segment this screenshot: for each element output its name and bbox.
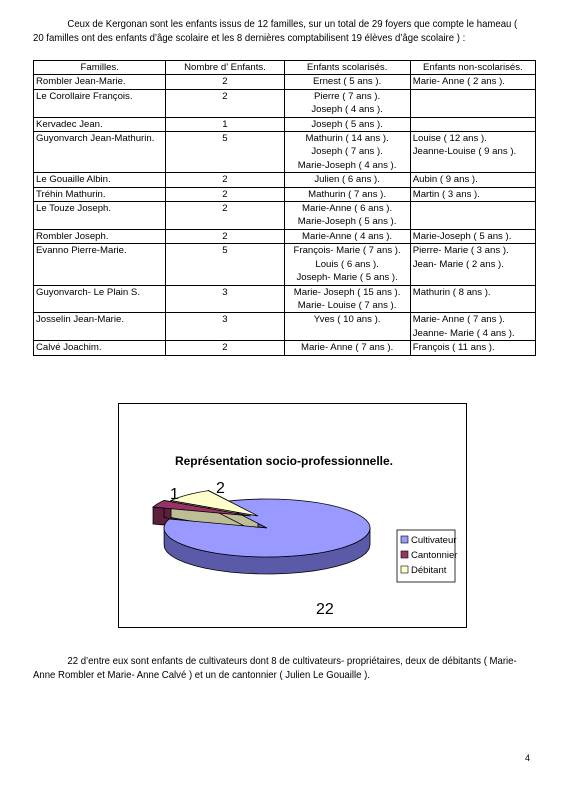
schooled-cell — [284, 313, 410, 341]
chart-area — [118, 403, 467, 628]
children-count-cell: 3 — [166, 285, 284, 313]
schooled-cell — [284, 341, 410, 355]
child-entry: Marie- Anne ( 7 ans ). — [300, 342, 394, 354]
family-cell: Calvé Joachim. — [34, 341, 166, 355]
table-row — [34, 132, 536, 173]
pie-chart — [119, 404, 466, 627]
family-cell: Josselin Jean-Marie. — [34, 313, 166, 341]
family-cell: Guyonvarch- Le Plain S. — [34, 285, 166, 313]
unschooled-cell — [410, 132, 535, 173]
family-cell: Le Corollaire François. — [34, 89, 166, 117]
table-row — [34, 202, 536, 230]
children-count-cell: 5 — [166, 244, 284, 285]
schooled-cell — [284, 202, 410, 230]
unschooled-cell — [410, 89, 535, 117]
table-row — [34, 313, 536, 341]
child-entry: Marie- Anne ( 2 ans ). — [412, 76, 505, 88]
child-entry: Jeanne-Louise ( 9 ans ). — [412, 146, 517, 158]
unschooled-cell — [410, 229, 535, 243]
children-count-cell: 1 — [166, 117, 284, 131]
child-entry: Pierre ( 7 ans ). — [314, 90, 381, 102]
children-count-cell: 2 — [166, 341, 284, 355]
unschooled-cell — [410, 173, 535, 187]
child-entry: Marie-Joseph ( 5 ans ). — [297, 216, 397, 228]
child-entry: Marie-Anne ( 4 ans ). — [302, 230, 393, 242]
table-row — [34, 173, 536, 187]
table-row — [34, 75, 536, 89]
child-entry: François- Marie ( 7 ans ). — [293, 245, 401, 257]
schooled-cell — [284, 229, 410, 243]
schooled-cell — [284, 132, 410, 173]
children-count-cell: 2 — [166, 229, 284, 243]
intro-line-2: 20 familles ont des enfants d’âge scolaire et les 8 dernières comptabilisent 19 élèves d’âge scolaire ) : — [33, 33, 466, 44]
child-entry: Joseph- Marie ( 5 ans ). — [296, 272, 398, 284]
child-entry: Joseph ( 7 ans ). — [311, 146, 383, 158]
table-body — [34, 75, 536, 355]
children-count-cell: 2 — [166, 187, 284, 201]
family-cell: Rombler Jean-Marie. — [34, 75, 166, 89]
children-count-cell: 5 — [166, 132, 284, 173]
child-entry: Joseph ( 4 ans ). — [311, 104, 383, 116]
family-cell: Evanno Pierre-Marie. — [34, 244, 166, 285]
data-label-cantonnier: 1 — [170, 486, 179, 503]
table-row — [34, 285, 536, 313]
child-entry: Martin ( 3 ans ). — [412, 188, 480, 200]
child-entry: Louise ( 12 ans ). — [412, 133, 487, 145]
child-entry: Aubin ( 9 ans ). — [412, 174, 478, 186]
family-cell: Guyonvarch Jean-Mathurin. — [34, 132, 166, 173]
unschooled-cell — [410, 75, 535, 89]
child-entry: Mathurin ( 7 ans ). — [308, 188, 387, 200]
child-entry: Marie- Anne ( 7 ans ). — [412, 314, 505, 326]
schooled-cell — [284, 187, 410, 201]
data-label-débitant: 2 — [216, 480, 225, 497]
data-label-cultivateur: 22 — [316, 601, 334, 618]
table-row — [34, 341, 536, 355]
child-entry: Jeanne- Marie ( 4 ans ). — [412, 327, 515, 339]
outro-line-2: Anne Rombler et Marie- Anne Calvé ) et un de cantonnier ( Julien Le Gouaille ). — [33, 670, 370, 681]
legend-swatch-cantonnier — [401, 551, 408, 558]
schooled-cell — [284, 244, 410, 285]
child-entry: Marie- Joseph ( 15 ans ). — [293, 286, 401, 298]
child-entry: Joseph ( 5 ans ). — [311, 118, 383, 130]
child-entry: Marie-Joseph ( 4 ans ). — [297, 159, 397, 171]
child-entry: Yves ( 10 ans ). — [313, 314, 381, 326]
children-count-cell: 3 — [166, 313, 284, 341]
chart-title: Représentation socio-professionnelle. — [174, 454, 394, 468]
schooled-cell — [284, 173, 410, 187]
child-entry: Pierre- Marie ( 3 ans ). — [412, 245, 509, 257]
child-entry: Jean- Marie ( 2 ans ). — [412, 258, 504, 270]
child-entry: François ( 11 ans ). — [412, 342, 495, 354]
child-entry: Marie-Joseph ( 5 ans ). — [412, 230, 512, 242]
family-cell: Kervadec Jean. — [34, 117, 166, 131]
child-entry: Marie- Louise ( 7 ans ). — [297, 299, 397, 311]
child-entry: Ernest ( 5 ans ). — [312, 76, 382, 88]
family-cell: Le Touze Joseph. — [34, 202, 166, 230]
legend-label-cultivateur: Cultivateur — [411, 535, 457, 546]
schooled-cell — [284, 89, 410, 117]
child-entry: Marie-Anne ( 6 ans ). — [302, 203, 393, 215]
legend-swatch-débitant — [401, 566, 408, 573]
child-entry: Mathurin ( 14 ans ). — [305, 133, 389, 145]
header-schooled: Enfants scolarisés. — [284, 61, 410, 75]
unschooled-cell — [410, 285, 535, 313]
schooled-cell — [284, 285, 410, 313]
unschooled-cell — [410, 187, 535, 201]
children-count-cell: 2 — [166, 202, 284, 230]
unschooled-cell — [410, 341, 535, 355]
legend-swatch-cultivateur — [401, 536, 408, 543]
outro-line-1: 22 d’entre eux sont enfants de cultivateurs dont 8 de cultivateurs- propriétaires, deux de débitants ( Marie- — [67, 656, 517, 667]
child-entry: Mathurin ( 8 ans ). — [412, 286, 491, 298]
children-count-cell: 2 — [166, 173, 284, 187]
families-table — [33, 60, 536, 356]
page-number: 4 — [525, 753, 531, 763]
intro-line-1: Ceux de Kergonan sont les enfants issus de 12 familles, sur un total de 29 foyers que compte le hameau ( — [67, 19, 518, 30]
unschooled-cell — [410, 117, 535, 131]
outro-paragraph — [33, 655, 517, 683]
family-cell: Le Gouaille Albin. — [34, 173, 166, 187]
table-row — [34, 229, 536, 243]
legend-label-débitant: Débitant — [411, 565, 447, 576]
table-row — [34, 89, 536, 117]
header-children-count: Nombre d’ Enfants. — [166, 61, 284, 75]
table-header-row — [34, 61, 536, 75]
family-cell: Rombler Joseph. — [34, 229, 166, 243]
table-row — [34, 117, 536, 131]
unschooled-cell — [410, 313, 535, 341]
schooled-cell — [284, 75, 410, 89]
unschooled-cell — [410, 244, 535, 285]
child-entry: Louis ( 6 ans ). — [315, 258, 379, 270]
table-row — [34, 244, 536, 285]
children-count-cell: 2 — [166, 89, 284, 117]
family-cell: Tréhin Mathurin. — [34, 187, 166, 201]
schooled-cell — [284, 117, 410, 131]
intro-paragraph — [33, 18, 518, 46]
child-entry: Julien ( 6 ans ). — [314, 174, 380, 186]
legend-label-cantonnier: Cantonnier — [411, 550, 458, 561]
header-families: Familles. — [34, 61, 166, 75]
unschooled-cell — [410, 202, 535, 230]
children-count-cell: 2 — [166, 75, 284, 89]
header-unschooled: Enfants non-scolarisés. — [410, 61, 535, 75]
table-row — [34, 187, 536, 201]
